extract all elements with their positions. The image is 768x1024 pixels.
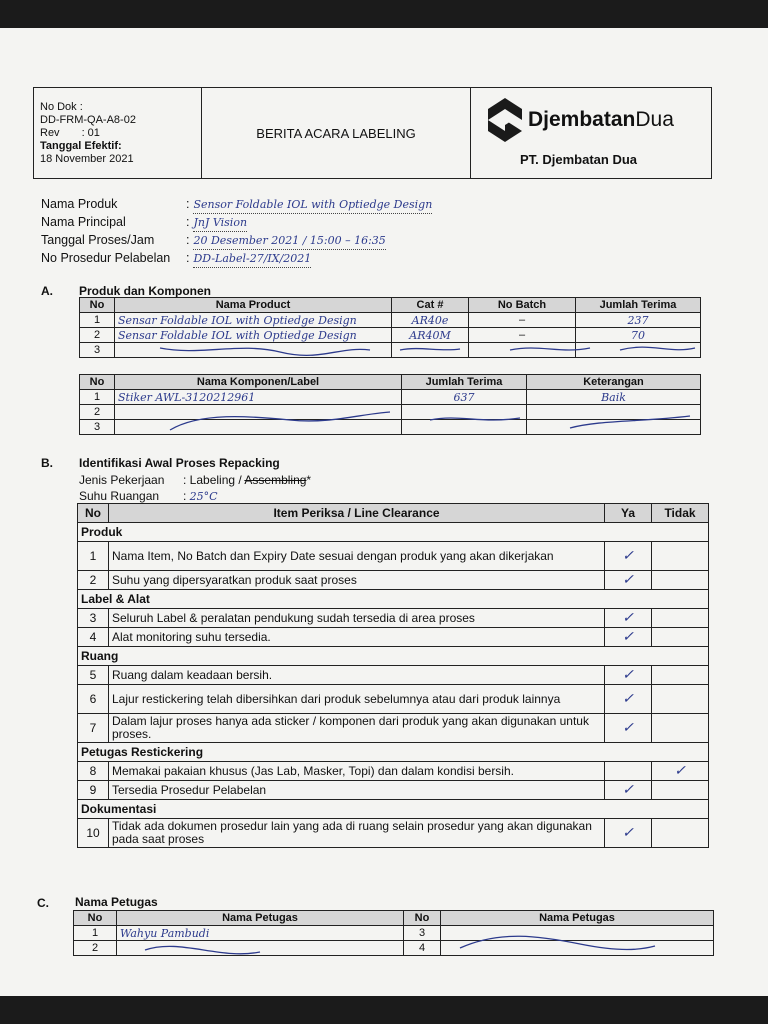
section-c-letter: C. xyxy=(37,896,49,910)
info-row: Nama Produk : Sensor Foldable IOL with Optiedge Design xyxy=(41,196,432,214)
info-row: No Prosedur Pelabelan : DD-Label-27/IX/2021 xyxy=(41,250,432,268)
table-row: 3 xyxy=(80,420,701,435)
ya-checkmark: ✓ xyxy=(605,628,652,647)
doc-no: DD-FRM-QA-A8-02 xyxy=(40,114,136,126)
section-b-title: Identifikasi Awal Proses Repacking xyxy=(79,456,280,470)
form-title: BERITA ACARA LABELING xyxy=(202,88,471,178)
scan-border-top xyxy=(0,0,768,28)
checklist-item: 3 Seluruh Label & peralatan pendukung sudah tersedia di area proses ✓ xyxy=(78,609,709,628)
ya-checkmark: ✓ xyxy=(605,666,652,685)
doc-no-label: No Dok : xyxy=(40,101,83,113)
checklist-item: 6 Lajur restickering telah dibersihkan dari produk sebelumnya atau dari produk lainnya ✓ xyxy=(78,685,709,714)
table-header-row: No Item Periksa / Line Clearance Ya Tidak xyxy=(78,504,709,523)
group-row: Petugas Restickering xyxy=(78,743,709,762)
job-info xyxy=(79,472,311,505)
table-row: 3 xyxy=(80,343,701,358)
ya-checkmark: ✓ xyxy=(605,781,652,800)
doc-meta xyxy=(34,88,202,178)
ya-checkmark: ✓ xyxy=(605,685,652,714)
group-row: Ruang xyxy=(78,647,709,666)
company-block xyxy=(470,88,711,178)
table-row: 1 Stiker AWL-3120212961 637 Baik xyxy=(80,390,701,405)
table-header-row: No Nama Product Cat # No Batch Jumlah Terima xyxy=(80,298,701,313)
company-logo-icon xyxy=(488,98,522,142)
process-date-value: 20 Desember 2021 / 15:00 – 16:35 xyxy=(193,232,385,250)
info-block xyxy=(41,196,432,268)
company-name: PT. Djembatan Dua xyxy=(520,152,638,167)
table-header-row: No Nama Komponen/Label Jumlah Terima Keterangan xyxy=(80,375,701,390)
strike-scribble xyxy=(120,340,700,358)
rev-line: Rev : 01 xyxy=(40,127,100,139)
info-row: Tanggal Proses/Jam : 20 Desember 2021 / 15:00 – 16:35 xyxy=(41,232,432,250)
checklist-item: 7 Dalam lajur proses hanya ada sticker / komponen dari produk yang akan digunakan untuk proses. ✓ xyxy=(78,714,709,743)
ya-checkmark: ✓ xyxy=(605,571,652,590)
table-row: 2 xyxy=(80,405,701,420)
table-row: 2 Sensar Foldable IOL with Optiedge Design AR40M – 70 xyxy=(80,328,701,343)
checklist-item: 5 Ruang dalam keadaan bersih. ✓ xyxy=(78,666,709,685)
group-row: Produk xyxy=(78,523,709,542)
section-a-title: Produk dan Komponen xyxy=(79,284,211,298)
ya-checkmark: ✓ xyxy=(605,714,652,743)
section-a-letter: A. xyxy=(41,284,53,298)
checklist-item: 2 Suhu yang dipersyaratkan produk saat proses ✓ xyxy=(78,571,709,590)
section-c-title: Nama Petugas xyxy=(75,895,158,909)
ya-checkmark: ✓ xyxy=(605,819,652,848)
tidak-checkmark: ✓ xyxy=(652,762,709,781)
job-type-row: Jenis Pekerjaan : Labeling / Assembling* xyxy=(79,473,312,487)
strike-scribble xyxy=(160,406,700,434)
document-header xyxy=(33,87,712,179)
table-header-row: No Nama Petugas No Nama Petugas xyxy=(74,911,714,926)
checklist-item: 4 Alat monitoring suhu tersedia. ✓ xyxy=(78,628,709,647)
group-row: Dokumentasi xyxy=(78,800,709,819)
table-row: 1 Wahyu Pambudi 3 xyxy=(74,926,714,941)
info-row: Nama Principal : JnJ Vision xyxy=(41,214,432,232)
strike-scribble xyxy=(140,930,660,960)
ya-checkmark: ✓ xyxy=(605,542,652,571)
checklist-item: 9 Tersedia Prosedur Pelabelan ✓ xyxy=(78,781,709,800)
table-row: 2 4 xyxy=(74,941,714,956)
room-temp-row: Suhu Ruangan : 25°C xyxy=(79,489,218,503)
checklist-item: 8 Memakai pakaian khusus (Jas Lab, Masker, Topi) dan dalam kondisi bersih. ✓ xyxy=(78,762,709,781)
principal-value: JnJ Vision xyxy=(193,214,247,232)
checklist-item: 10 Tidak ada dokumen prosedur lain yang ada di ruang selain prosedur yang akan digunakan pada saat proses ✓ xyxy=(78,819,709,848)
section-b-letter: B. xyxy=(41,456,53,470)
company-brand: DjembatanDua xyxy=(528,108,674,131)
effective-label: Tanggal Efektif: xyxy=(40,140,122,152)
table-row: 1 Sensar Foldable IOL with Optiedge Design AR40e – 237 xyxy=(80,313,701,328)
effective-date: 18 November 2021 xyxy=(40,153,134,165)
checklist-table xyxy=(77,503,709,848)
ya-checkmark: ✓ xyxy=(605,609,652,628)
group-row: Label & Alat xyxy=(78,590,709,609)
procedure-no-value: DD-Label-27/IX/2021 xyxy=(193,250,311,268)
product-name-value: Sensor Foldable IOL with Optiedge Design xyxy=(193,196,432,214)
scan-border-bottom xyxy=(0,996,768,1024)
checklist-item: 1 Nama Item, No Batch dan Expiry Date sesuai dengan produk yang akan dikerjakan ✓ xyxy=(78,542,709,571)
